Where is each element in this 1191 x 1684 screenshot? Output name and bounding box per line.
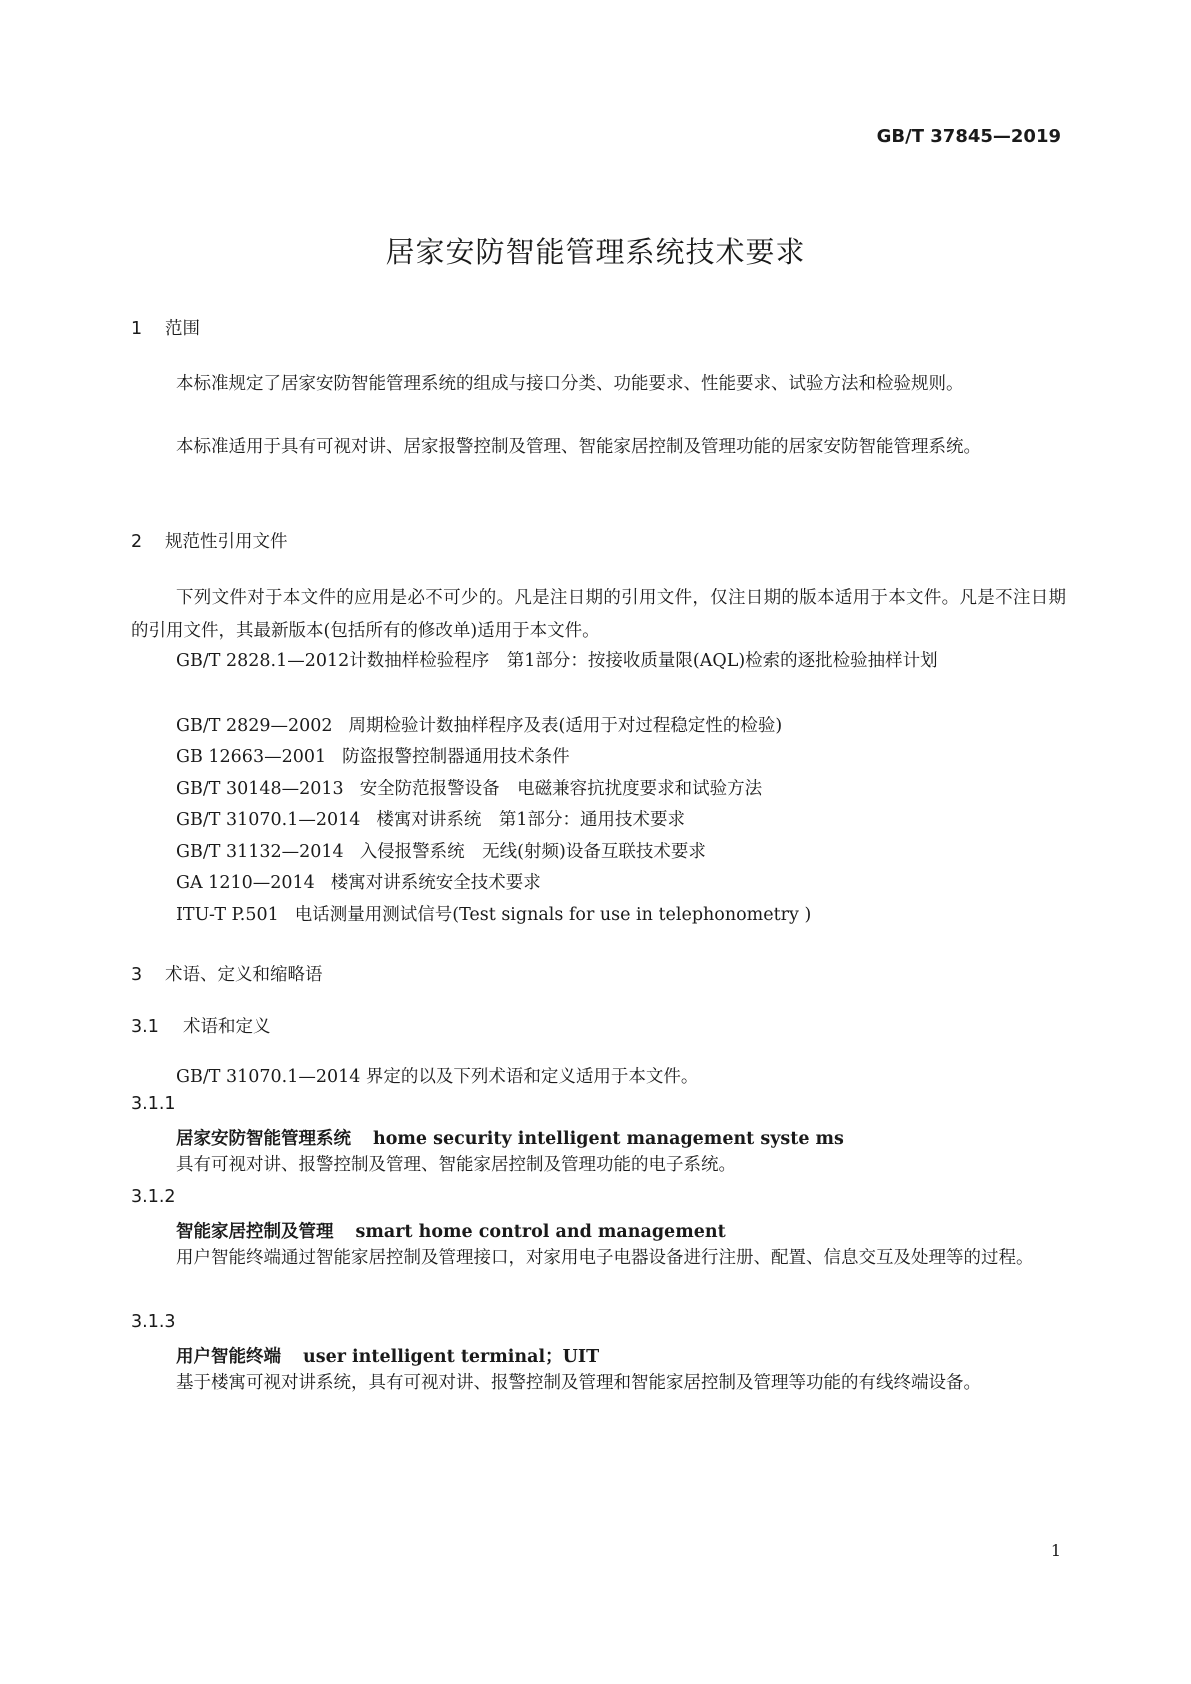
section-2-heading — [131, 528, 288, 553]
section-1-heading — [131, 315, 200, 340]
reference-title: 入侵报警系统 无线(射频)设备互联技术要求 — [359, 842, 706, 862]
section-number: 2 — [131, 532, 143, 552]
scope-paragraph-2: 本标准适用于具有可视对讲、居家报警控制及管理、智能家居控制及管理功能的居家安防智能管理系统。 — [176, 437, 981, 457]
reference-code: GB/T 2829—2002 — [176, 716, 333, 736]
term-definition: 具有可视对讲、报警控制及管理、智能家居控制及管理功能的电子系统。 — [176, 1155, 736, 1175]
subsection-title: 术语和定义 — [183, 1017, 271, 1037]
reference-item — [176, 712, 782, 737]
page-number: 1 — [1050, 1541, 1061, 1560]
standard-code: GB/T 37845—2019 — [876, 126, 1061, 147]
terms-intro: GB/T 31070.1—2014 界定的以及下列术语和定义适用于本文件。 — [176, 1067, 699, 1087]
subsection-number: 3.1 — [131, 1017, 159, 1037]
reference-code: GB 12663—2001 — [176, 747, 327, 767]
term-number: 3.1.1 — [131, 1094, 176, 1114]
term-definition: 用户智能终端通过智能家居控制及管理接口，对家用电子电器设备进行注册、配置、信息交互及处理等的过程。 — [176, 1248, 1034, 1268]
section-number: 1 — [131, 319, 143, 339]
reference-code: GB/T 31132—2014 — [176, 842, 344, 862]
section-number: 3 — [131, 965, 143, 985]
reference-item — [176, 743, 570, 768]
term-entry — [176, 1343, 599, 1368]
term-en: home security intelligent management syste ms — [373, 1129, 844, 1149]
term-entry — [176, 1125, 844, 1150]
reference-code: GA 1210—2014 — [176, 873, 315, 893]
term-zh: 居家安防智能管理系统 — [176, 1129, 351, 1149]
term-zh: 智能家居控制及管理 — [176, 1222, 334, 1242]
reference-item — [176, 901, 811, 926]
section-title: 规范性引用文件 — [165, 532, 288, 552]
term-en: smart home control and management — [355, 1222, 726, 1242]
reference-title: 楼寓对讲系统安全技术要求 — [330, 873, 541, 893]
term-entry — [176, 1218, 726, 1243]
section-title: 范围 — [165, 319, 200, 339]
term-en: user intelligent terminal；UIT — [303, 1347, 600, 1367]
reference-item — [176, 838, 706, 863]
document-title: 居家安防智能管理系统技术要求 — [385, 235, 806, 269]
reference-title: 计数抽样检验程序 第1部分：按接收质量限(AQL)检索的逐批检验抽样计划 — [349, 651, 938, 671]
normative-references-intro: 下列文件对于本文件的应用是必不可少的。凡是注日期的引用文件，仅注日期的版本适用于本文件。凡是不注日期的引用文件，其最新版本(包括所有的修改单)适用于本文件。 — [131, 588, 1066, 641]
reference-title: 防盗报警控制器通用技术条件 — [342, 747, 570, 767]
reference-title: 楼寓对讲系统 第1部分：通用技术要求 — [376, 810, 686, 830]
reference-title: 安全防范报警设备 电磁兼容抗扰度要求和试验方法 — [359, 779, 763, 799]
reference-title: 周期检验计数抽样程序及表(适用于对过程稳定性的检验) — [348, 716, 783, 736]
reference-code: GB/T 31070.1—2014 — [176, 810, 361, 830]
reference-code: GB/T 2828.1—2012 — [176, 651, 350, 671]
subsection-3-1-heading — [131, 1013, 271, 1038]
term-zh: 用户智能终端 — [176, 1347, 281, 1367]
section-3-heading — [131, 961, 323, 986]
reference-code: ITU-T P.501 — [176, 905, 279, 925]
reference-item — [176, 775, 762, 800]
section-title: 术语、定义和缩略语 — [165, 965, 323, 985]
term-number: 3.1.2 — [131, 1187, 176, 1207]
reference-code: GB/T 30148—2013 — [176, 779, 344, 799]
scope-paragraph-1: 本标准规定了居家安防智能管理系统的组成与接口分类、功能要求、性能要求、试验方法和检验规则。 — [176, 374, 964, 394]
reference-item — [176, 869, 541, 894]
reference-title: 电话测量用测试信号(Test signals for use in telephonometry ) — [294, 905, 812, 925]
term-definition: 基于楼寓可视对讲系统，具有可视对讲、报警控制及管理和智能家居控制及管理等功能的有线终端设备。 — [176, 1373, 981, 1393]
reference-item — [176, 806, 685, 831]
term-number: 3.1.3 — [131, 1312, 176, 1332]
reference-item — [131, 645, 1066, 678]
